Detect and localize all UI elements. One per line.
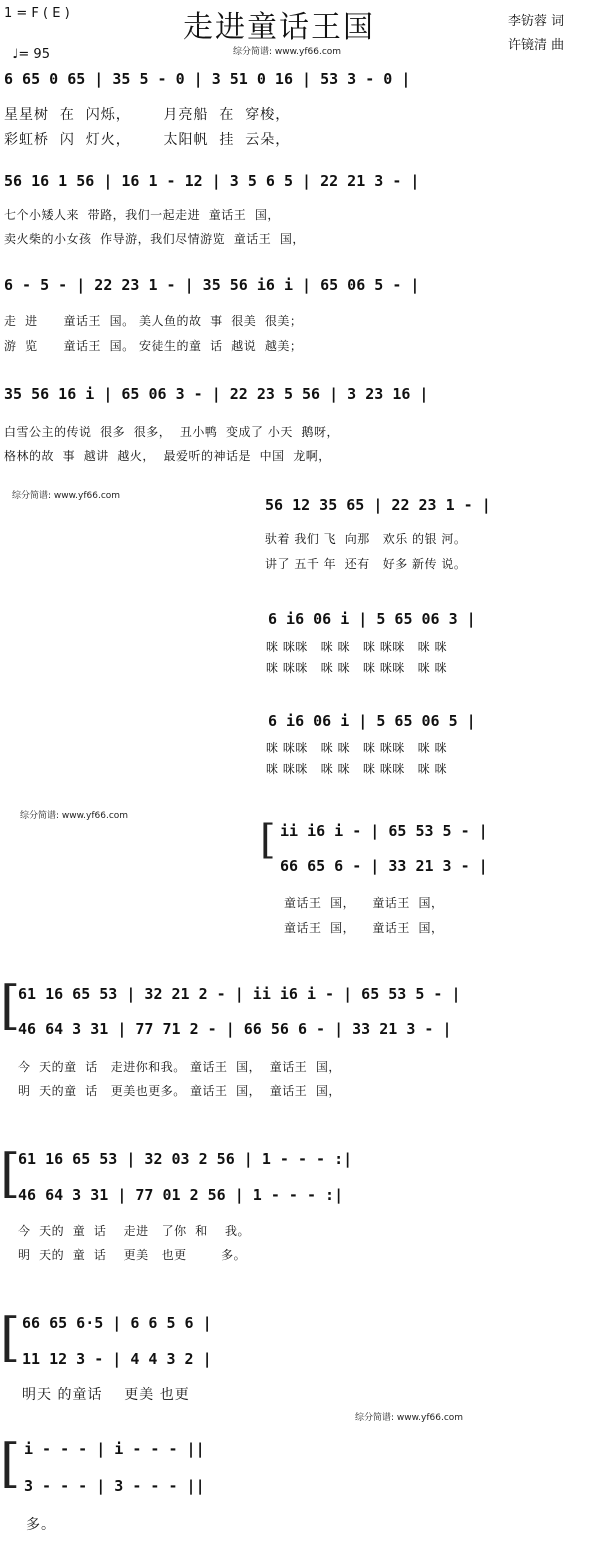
notes-line-10-top: 61 16 65 53 | 32 03 2 56 | 1 - - - :| <box>18 1150 353 1168</box>
notes-line-9-bottom: 46 64 3 31 | 77 71 2 - | 66 56 6 - | 33 21 3 - | <box>18 1020 452 1038</box>
lyric-line-3b: 游 览 童话王 国。 安徒生的童 话 越说 越美； <box>4 339 303 353</box>
lyric-line-12a: 多。 <box>26 1517 56 1533</box>
notes-line-2: 56 16 1 56 | 16 1 - 12 | 3 5 6 5 | 22 21 3 - | <box>4 172 420 190</box>
notes-line-11-top: 66 65 6·5 | 6 6 5 6 | <box>22 1314 212 1332</box>
watermark-3: 综分简谱: www.yf66.com <box>355 1413 464 1423</box>
lyric-line-8a: 童话王 国， 童话王 国， <box>284 896 444 910</box>
notes-line-10-bottom: 46 64 3 31 | 77 01 2 56 | 1 - - - :| <box>18 1186 344 1204</box>
notes-line-9-top: 61 16 65 53 | 32 21 2 - | ii i6 i - | 65 53 5 - | <box>18 985 461 1003</box>
notes-line-6: 6 i6 06 i | 5 65 06 3 | <box>268 610 476 628</box>
notes-line-12-bottom: 3 - - - | 3 - - - || <box>24 1477 205 1495</box>
notes-line-5: 56 12 35 65 | 22 23 1 - | <box>265 496 491 514</box>
lyric-line-7a: 咪 咪咪 咪 咪 咪 咪咪 咪 咪 <box>266 741 448 755</box>
lyric-line-1a: 星星树 在 闪烁， 月亮船 在 穿梭， <box>4 107 291 123</box>
tempo-marking <box>4 32 50 62</box>
notes-line-8-bottom: 66 65 6 - | 33 21 3 - | <box>280 857 488 875</box>
watermark-top: 综分简谱: www.yf66.com <box>233 47 342 57</box>
notes-line-1: 6 65 0 65 | 35 5 - 0 | 3 51 0 16 | 53 3 - 0 | <box>4 70 411 88</box>
lyric-line-5b: 讲了 五千 年 还有 好多 新传 说。 <box>265 557 467 571</box>
system-brace-8: [ <box>260 817 276 863</box>
notes-line-4: 35 56 16 i | 65 06 3 - | 22 23 5 56 | 3 23 16 | <box>4 385 429 403</box>
lyric-line-5a: 驮着 我们 飞 向那 欢乐 的银 河。 <box>265 532 467 546</box>
lyric-line-10b: 明 天的 童 话 更美 也更 多。 <box>18 1248 247 1262</box>
lyric-line-4b: 格林的故 事 越讲 越火， 最爱听的神话是 中国 龙啊， <box>4 449 331 463</box>
notes-line-8-top: ii i6 i - | 65 53 5 - | <box>280 822 488 840</box>
notes-line-11-bottom: 11 12 3 - | 4 4 3 2 | <box>22 1350 212 1368</box>
lyric-line-2a: 七个小矮人来 带路，我们一起走进 童话王 国， <box>4 208 280 222</box>
lyricist-credit: 李钫蓉 词 <box>508 14 565 29</box>
system-brace-10: [ <box>0 1144 21 1204</box>
system-brace-11: [ <box>0 1308 21 1368</box>
lyric-line-11a: 明天 的童话 更美 也更 <box>22 1387 190 1403</box>
lyric-line-6b: 咪 咪咪 咪 咪 咪 咪咪 咪 咪 <box>266 661 448 675</box>
system-brace-12: [ <box>0 1434 21 1494</box>
lyric-line-9a: 今 天的童 话 走进你和我。 童话王 国， 童话王 国， <box>18 1060 341 1074</box>
system-brace-9: [ <box>0 976 21 1036</box>
song-title: 走进童话王国 <box>183 10 375 45</box>
notes-line-7: 6 i6 06 i | 5 65 06 5 | <box>268 712 476 730</box>
composer-credit: 许镜清 曲 <box>508 38 565 53</box>
tempo-value: = 95 <box>18 47 50 62</box>
notes-line-12-top: i - - - | i - - - || <box>24 1440 205 1458</box>
lyric-line-8b: 童话王 国， 童话王 国， <box>284 921 444 935</box>
lyric-line-6a: 咪 咪咪 咪 咪 咪 咪咪 咪 咪 <box>266 640 448 654</box>
key-signature: 1 = F ( E ) <box>4 6 70 21</box>
watermark-1: 综分简谱: www.yf66.com <box>12 491 121 501</box>
lyric-line-2b: 卖火柴的小女孩 作导游，我们尽情游览 童话王 国， <box>4 232 305 246</box>
lyric-line-3a: 走 进 童话王 国。 美人鱼的故 事 很美 很美； <box>4 314 303 328</box>
lyric-line-7b: 咪 咪咪 咪 咪 咪 咪咪 咪 咪 <box>266 762 448 776</box>
notes-line-3: 6 - 5 - | 22 23 1 - | 35 56 i6 i | 65 06 5 - | <box>4 276 420 294</box>
watermark-2: 综分简谱: www.yf66.com <box>20 811 129 821</box>
lyric-line-4a: 白雪公主的传说 很多 很多， 丑小鸭 变成了 小天 鹅呀， <box>4 425 339 439</box>
lyric-line-9b: 明 天的童 话 更美也更多。 童话王 国， 童话王 国， <box>18 1084 341 1098</box>
lyric-line-1b: 彩虹桥 闪 灯火， 太阳帆 挂 云朵， <box>4 132 291 148</box>
quarter-note-icon: ♩ <box>12 47 19 62</box>
lyric-line-10a: 今 天的 童 话 走进 了你 和 我。 <box>18 1224 250 1238</box>
